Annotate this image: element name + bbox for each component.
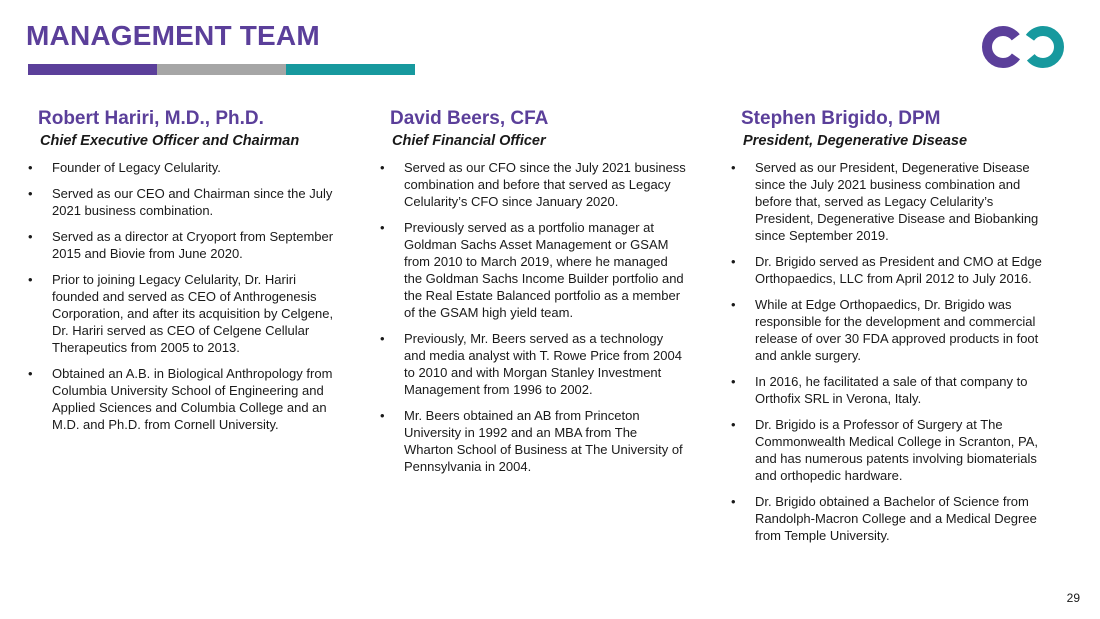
bullet-glyph: • [731,417,736,432]
team-member-column-president [729,106,1049,553]
member-name: Robert Hariri, M.D., Ph.D. [38,108,264,129]
bio-bullet [729,159,1049,244]
bullet-glyph: • [731,160,736,175]
bio-bullet [26,271,338,356]
member-bio-list [729,159,1049,544]
page-number: 29 [1066,591,1080,605]
member-role: President, Degenerative Disease [743,133,968,149]
bio-bullet-text: In 2016, he facilitated a sale of that company to Orthofix SRL in Verona, Italy. [755,374,1028,406]
bullet-glyph: • [28,160,33,175]
bio-bullet-text: Served as our CFO since the July 2021 business combination and before that served as Legacy Celularity’s CFO since January 2020. [404,160,686,209]
bio-bullet [26,159,338,176]
bullet-glyph: • [28,366,33,381]
bullet-glyph: • [28,229,33,244]
accent-segment-purple [28,64,157,75]
bio-bullet-text: Dr. Brigido obtained a Bachelor of Science from Randolph-Macron College and a Medical Degree from Temple University. [755,494,1037,543]
bio-bullet-text: Mr. Beers obtained an AB from Princeton University in 1992 and an MBA from The Wharton School of Business at The University of Pennsylvania in 2004. [404,408,683,474]
bio-bullet-text: Dr. Brigido is a Professor of Surgery at The Commonwealth Medical College in Scranton, PA, and has numerous patents involving biomaterials and orthopedic hardware. [755,417,1039,483]
page-title: MANAGEMENT TEAM [26,20,320,51]
title-accent-bar [28,64,415,75]
bullet-glyph: • [28,272,33,287]
bullet-glyph: • [731,297,736,312]
bullet-glyph: • [380,220,385,235]
member-bio-list [378,159,688,475]
bio-bullet-text: Obtained an A.B. in Biological Anthropology from Columbia University School of Engineering and Applied Sciences and Columbia College and an M.D. and Ph.D. from Cornell University. [52,366,333,432]
accent-segment-gray [157,64,286,75]
bio-bullet-text: Served as our CEO and Chairman since the July 2021 business combination. [52,186,333,218]
bio-bullet-text: Prior to joining Legacy Celularity, Dr. Hariri founded and served as CEO of Anthrogenesis Corporation, and after its acquisition by Celgene, Dr. Hariri served as CEO of Celgene Cellular Therapeutics from 2005 to 2013. [52,272,334,355]
bio-bullet [26,365,338,433]
legacy-celularity-logo-icon [980,24,1068,70]
team-member-column-ceo [26,106,338,442]
bio-bullet [729,296,1049,364]
bio-bullet [729,253,1049,287]
bullet-glyph: • [28,186,33,201]
bio-bullet [378,159,688,210]
bio-bullet-text: Founder of Legacy Celularity. [52,160,221,175]
bullet-glyph: • [731,374,736,389]
bio-bullet-text: Served as a director at Cryoport from September 2015 and Biovie from June 2020. [52,229,334,261]
bullet-glyph: • [380,331,385,346]
member-bio-list [26,159,338,433]
bio-bullet [378,219,688,321]
bullet-glyph: • [731,254,736,269]
bio-bullet [729,416,1049,484]
team-member-column-cfo [378,106,688,484]
bio-bullet-text: Dr. Brigido served as President and CMO at Edge Orthopaedics, LLC from April 2012 to July 2016. [755,254,1042,286]
bio-bullet-text: While at Edge Orthopaedics, Dr. Brigido was responsible for the development and commercial release of over 30 FDA approved products in foot and ankle surgery. [755,297,1039,363]
bio-bullet [378,407,688,475]
bullet-glyph: • [380,408,385,423]
member-name: Stephen Brigido, DPM [741,108,941,129]
bio-bullet [26,228,338,262]
bullet-glyph: • [380,160,385,175]
bio-bullet-text: Previously served as a portfolio manager at Goldman Sachs Asset Management or GSAM from 2010 to March 2019, where he managed the Goldman Sachs Income Builder portfolio and the Real Estate Balanced portfolio as a member of the GSAM high yield team. [404,220,684,320]
bio-bullet [26,185,338,219]
accent-segment-teal [286,64,415,75]
bio-bullet [378,330,688,398]
bio-bullet-text: Previously, Mr. Beers served as a technology and media analyst with T. Rowe Price from 2004 to 2010 and with Morgan Stanley Investment Management from 1996 to 2002. [404,331,682,397]
bullet-glyph: • [731,494,736,509]
member-role: Chief Executive Officer and Chairman [40,133,300,149]
member-name: David Beers, CFA [390,108,549,129]
bio-bullet-text: Served as our President, Degenerative Disease since the July 2021 business combination and before that, served as Legacy Celularity’s President, Degenerative Disease and Biobanking since September 2019. [755,160,1039,243]
bio-bullet [729,373,1049,407]
member-role: Chief Financial Officer [392,133,546,149]
bio-bullet [729,493,1049,544]
